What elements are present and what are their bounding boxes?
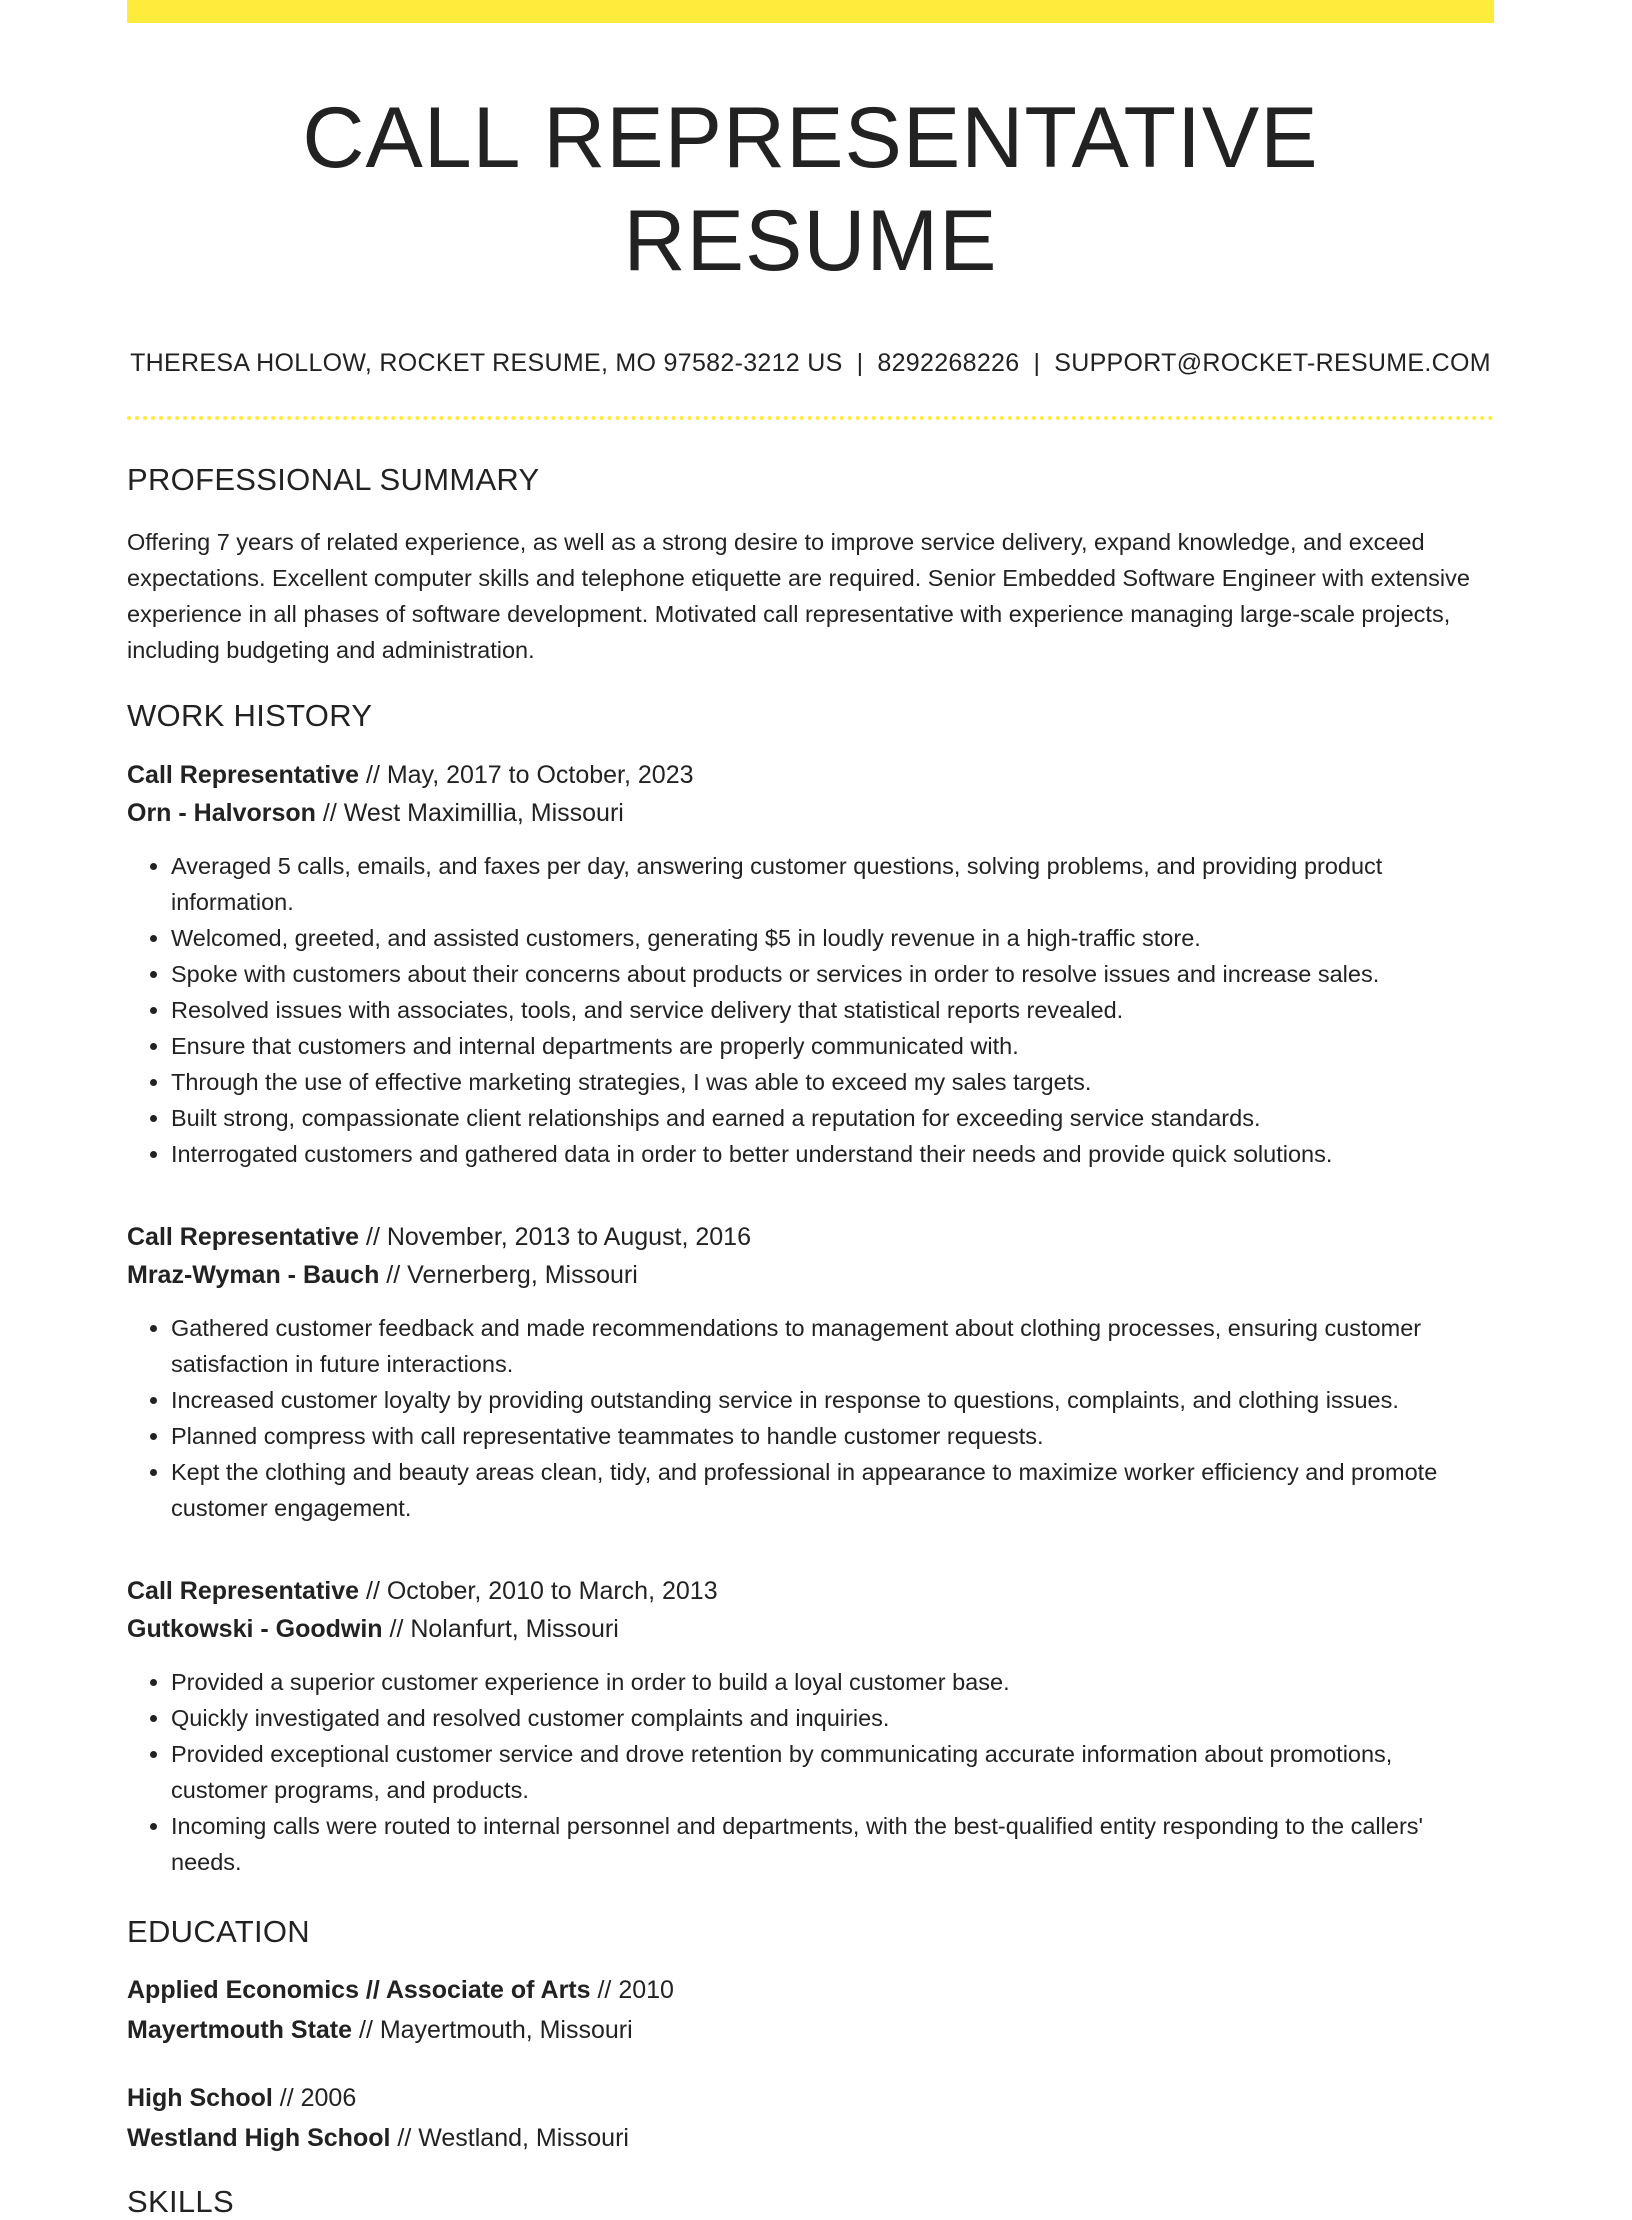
job-dates: // May, 2017 to October, 2023 (359, 761, 694, 790)
work-history-heading: WORK HISTORY (127, 698, 373, 734)
job-bullet: • Ensure that customers and internal departments are properly communicated with. (171, 1028, 1494, 1064)
summary-heading: PROFESSIONAL SUMMARY (127, 462, 540, 498)
job-company-line (127, 1256, 1494, 1294)
contact-email: SUPPORT@ROCKET-RESUME.COM (1054, 349, 1491, 378)
job-bullet: • Resolved issues with associates, tools, and service delivery that statistical reports revealed. (171, 992, 1494, 1028)
job-bullet: • Planned compress with call representative teammates to handle customer requests. (171, 1418, 1494, 1454)
job-bullets (127, 848, 1494, 1172)
contact-address: THERESA HOLLOW, ROCKET RESUME, MO 97582-3212 US (130, 349, 843, 378)
job-title: Call Representative (127, 1577, 360, 1606)
job-bullet: • Incoming calls were routed to internal personnel and departments, with the best-qualified entity responding to the callers' needs. (171, 1808, 1494, 1880)
job-bullet: • Kept the clothing and beauty areas clean, tidy, and professional in appearance to maximize worker efficiency and promote customer engagement. (171, 1454, 1494, 1526)
job-title-line (127, 1218, 1494, 1256)
job-bullet: • Built strong, compassionate client relationships and earned a reputation for exceeding service standards. (171, 1100, 1494, 1136)
dotted-divider (127, 416, 1494, 420)
education-school: Mayertmouth State (127, 2016, 353, 2045)
job-header (127, 1572, 1494, 1648)
job-bullet: • Quickly investigated and resolved customer complaints and inquiries. (171, 1700, 1494, 1736)
job-bullet: • Through the use of effective marketing strategies, I was able to exceed my sales targets. (171, 1064, 1494, 1100)
job-bullet: • Increased customer loyalty by providing outstanding service in response to questions, complaints, and clothing issues. (171, 1382, 1494, 1418)
job-title: Call Representative (127, 1223, 360, 1252)
job-bullet: • Interrogated customers and gathered data in order to better understand their needs and provide quick solutions. (171, 1136, 1494, 1172)
skills-heading: SKILLS (127, 2184, 234, 2220)
job-bullet: • Spoke with customers about their concerns about products or services in order to resolve issues and increase sales. (171, 956, 1494, 992)
education-degree: Applied Economics // Associate of Arts (127, 1976, 591, 2005)
job-bullet: • Welcomed, greeted, and assisted customers, generating $5 in loudly revenue in a high-traffic store. (171, 920, 1494, 956)
job-company: Orn - Halvorson (127, 799, 316, 828)
job-location: // Nolanfurt, Missouri (382, 1615, 619, 1644)
education-school-line (127, 2118, 1494, 2158)
job-bullet: • Gathered customer feedback and made recommendations to management about clothing processes, ensuring customer satisfaction in future interactions. (171, 1310, 1494, 1382)
job-company: Mraz-Wyman - Bauch (127, 1261, 380, 1290)
education-location: // Mayertmouth, Missouri (352, 2016, 633, 2045)
job-entry (127, 1572, 1494, 1880)
job-bullet: • Provided exceptional customer service and drove retention by communicating accurate information about promotions, customer programs, and products. (171, 1736, 1494, 1808)
job-title: Call Representative (127, 761, 360, 790)
job-entry (127, 1218, 1494, 1526)
job-company: Gutkowski - Goodwin (127, 1615, 383, 1644)
education-degree-line (127, 2078, 1494, 2118)
education-school: Westland High School (127, 2124, 391, 2153)
job-bullets (127, 1664, 1494, 1880)
job-header (127, 756, 1494, 832)
education-degree: High School (127, 2084, 273, 2113)
job-title-line (127, 1572, 1494, 1610)
education-entry (127, 2078, 1494, 2158)
contact-separator: | (856, 349, 864, 378)
education-year: // 2006 (272, 2084, 357, 2113)
education-degree-line (127, 1970, 1494, 2010)
top-accent-bar (127, 0, 1494, 23)
job-bullet: • Provided a superior customer experience in order to build a loyal customer base. (171, 1664, 1494, 1700)
contact-phone: 8292268226 (877, 349, 1020, 378)
job-header (127, 1218, 1494, 1294)
education-location: // Westland, Missouri (390, 2124, 629, 2153)
education-heading: EDUCATION (127, 1914, 310, 1950)
resume-page (127, 0, 1494, 2220)
resume-title: CALL REPRESENTATIVE RESUME (302, 90, 1319, 290)
job-bullet: • Averaged 5 calls, emails, and faxes per day, answering customer questions, solving problems, and providing product information. (171, 848, 1494, 920)
contact-line (127, 349, 1494, 378)
education-entry (127, 1970, 1494, 2050)
job-dates: // October, 2010 to March, 2013 (359, 1577, 718, 1606)
job-entry (127, 756, 1494, 1172)
job-bullets (127, 1310, 1494, 1526)
job-company-line (127, 794, 1494, 832)
job-location: // Vernerberg, Missouri (379, 1261, 638, 1290)
contact-separator: | (1033, 349, 1041, 378)
job-dates: // November, 2013 to August, 2016 (359, 1223, 751, 1252)
education-year: // 2010 (590, 1976, 674, 2005)
education-school-line (127, 2010, 1494, 2050)
job-company-line (127, 1610, 1494, 1648)
job-location: // West Maximillia, Missouri (315, 799, 624, 828)
job-title-line (127, 756, 1494, 794)
summary-text: Offering 7 years of related experience, as well as a strong desire to improve service delivery, expand knowledge, and exceed expectations. Excellent computer skills and telephone etiquette are required. Senior Embedded Software Engineer with extensive experience in all phases of software development. Motivated call representative with experience managing large-scale projects, including budgeting and administration. (127, 529, 1470, 664)
